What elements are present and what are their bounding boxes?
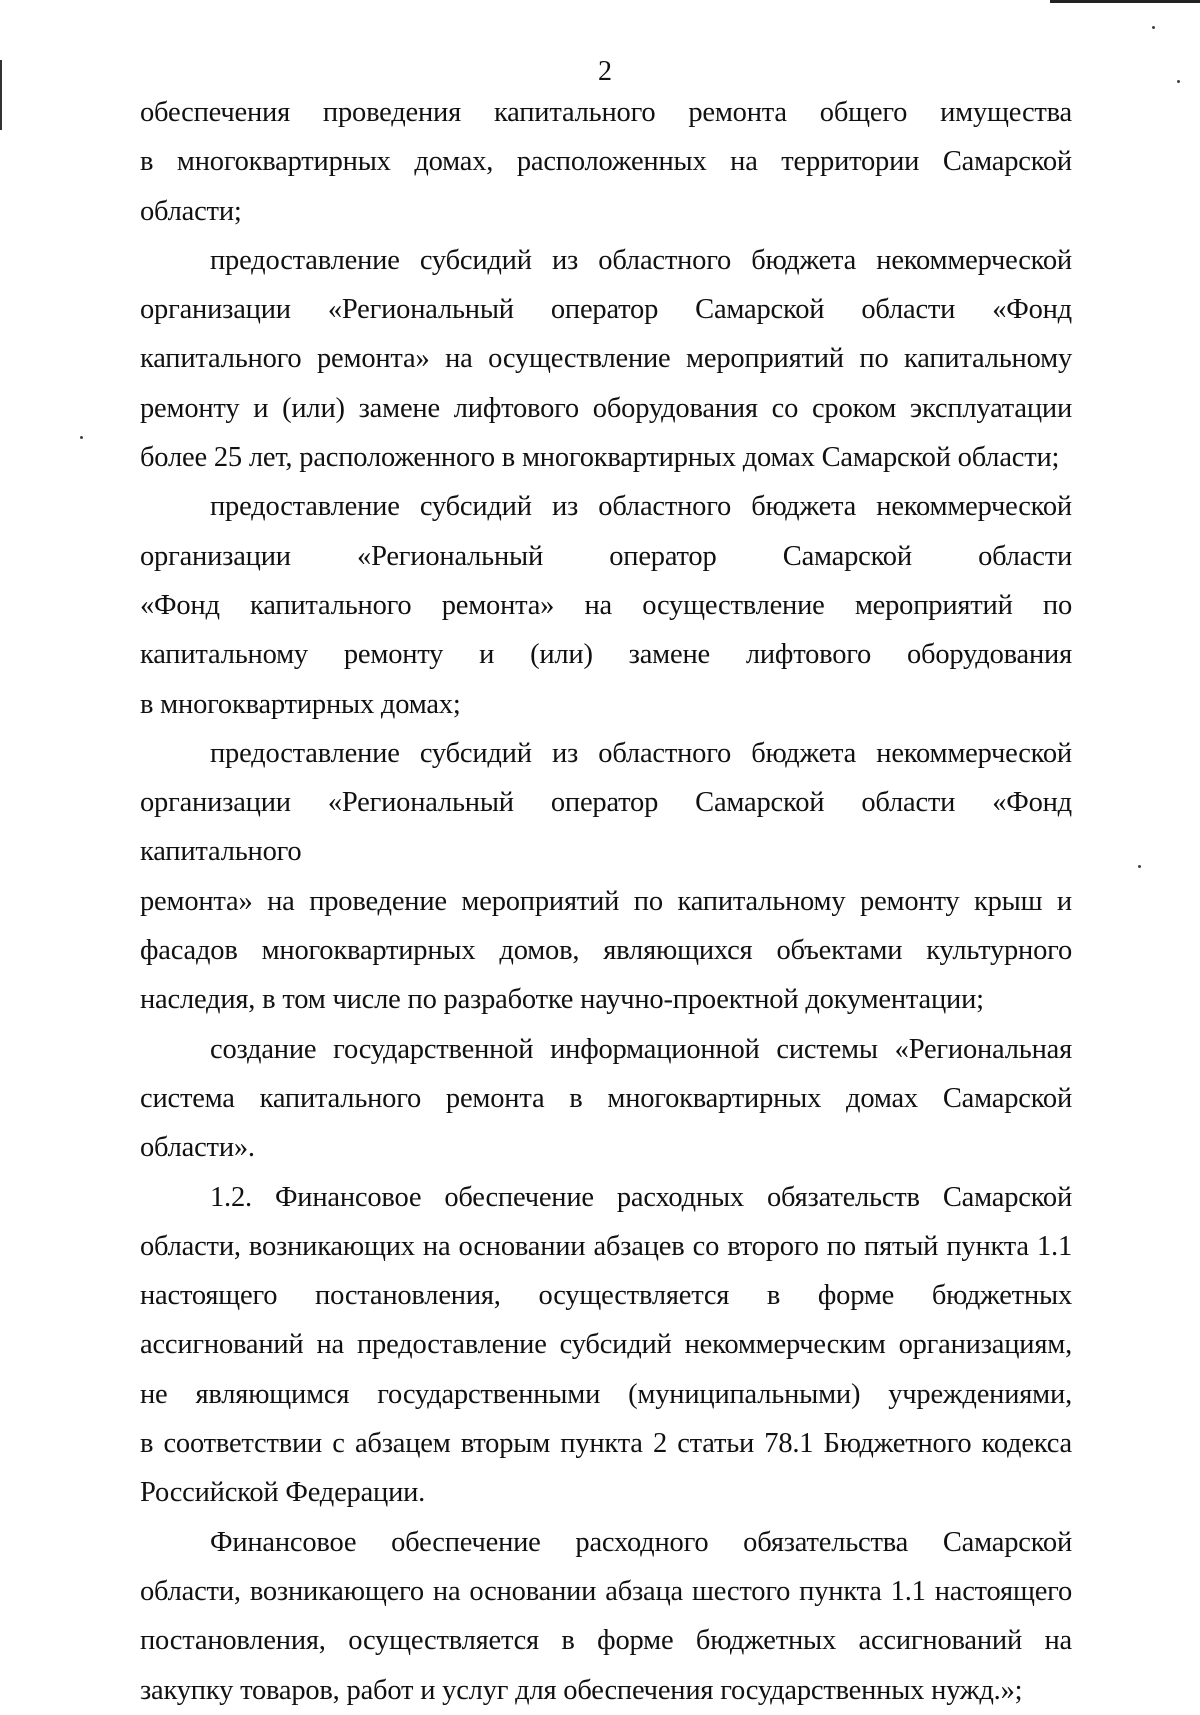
scan-speck [80, 436, 83, 439]
text-line: не являющимся государственными (муниципальными) учреждениями, [140, 1378, 1072, 1410]
paragraph [140, 1025, 1072, 1173]
text-line: предоставление субсидий из областного бюджета некоммерческой [210, 491, 1072, 523]
text-line: предоставление субсидий из областного бюджета некоммерческой [210, 737, 1072, 769]
text-line: организации «Региональный оператор Самарской области «Фонд [140, 294, 1072, 326]
page-number: 2 [598, 56, 612, 87]
document-body [140, 88, 1072, 1715]
text-line: организации «Региональный оператор Самарской области «Фонд капитального [140, 787, 1072, 868]
text-line: 1.2. Финансовое обеспечение расходных обязательств Самарской [210, 1181, 1072, 1213]
text-line: области, возникающего на основании абзаца шестого пункта 1.1 настоящего [140, 1575, 1072, 1607]
text-line: области, возникающих на основании абзацев со второго по пятый пункта 1.1 [140, 1230, 1072, 1262]
paragraph [140, 1518, 1072, 1715]
text-line: капитального ремонта» на осуществление мероприятий по капитальному [140, 343, 1072, 375]
text-line: постановления, осуществляется в форме бюджетных ассигнований на [140, 1625, 1072, 1657]
text-line: организации «Региональный оператор Самарской области [140, 540, 1072, 572]
text-line: наследия, в том числе по разработке научно-проектной документации; [140, 984, 984, 1016]
text-line: капитальному ремонту и (или) замене лифтового оборудования [140, 639, 1072, 671]
text-line: фасадов многоквартирных домов, являющихся объектами культурного [140, 935, 1072, 967]
paragraph [140, 729, 1072, 1025]
text-line: ремонта» на проведение мероприятий по капитальному ремонту крыш и [140, 885, 1072, 917]
text-line: предоставление субсидий из областного бюджета некоммерческой [210, 244, 1072, 276]
paragraph [140, 88, 1072, 236]
text-line: настоящего постановления, осуществляется в форме бюджетных [140, 1280, 1072, 1312]
text-line: ассигнований на предоставление субсидий некоммерческим организациям, [140, 1329, 1072, 1361]
scan-speck [1138, 865, 1141, 868]
paragraph [140, 482, 1072, 728]
scan-speck [1152, 26, 1155, 29]
text-line: в многоквартирных домах, расположенных на территории Самарской области; [140, 146, 1072, 227]
text-line: система капитального ремонта в многоквартирных домах Самарской области». [140, 1082, 1072, 1164]
text-line: в многоквартирных домах; [140, 688, 461, 720]
text-line: Финансовое обеспечение расходного обязательства Самарской [210, 1526, 1072, 1558]
text-line: в соответствии с абзацем вторым пункта 2 статьи 78.1 Бюджетного кодекса [140, 1428, 1072, 1460]
text-line: обеспечения проведения капитального ремонта общего имущества [140, 97, 1072, 128]
text-line: создание государственной информационной системы «Региональная [210, 1033, 1072, 1065]
paragraph [140, 1173, 1072, 1518]
paragraph [140, 236, 1072, 482]
text-line: ремонту и (или) замене лифтового оборудования со сроком эксплуатации [140, 392, 1072, 424]
text-line: более 25 лет, расположенного в многоквартирных домах Самарской области; [140, 442, 1060, 474]
text-line: Российской Федерации. [140, 1477, 426, 1509]
text-line: «Фонд капитального ремонта» на осуществление мероприятий по [140, 589, 1072, 621]
scan-edge-mark [1050, 0, 1200, 3]
text-line: закупку товаров, работ и услуг для обеспечения государственных нужд.»; [140, 1674, 1023, 1706]
